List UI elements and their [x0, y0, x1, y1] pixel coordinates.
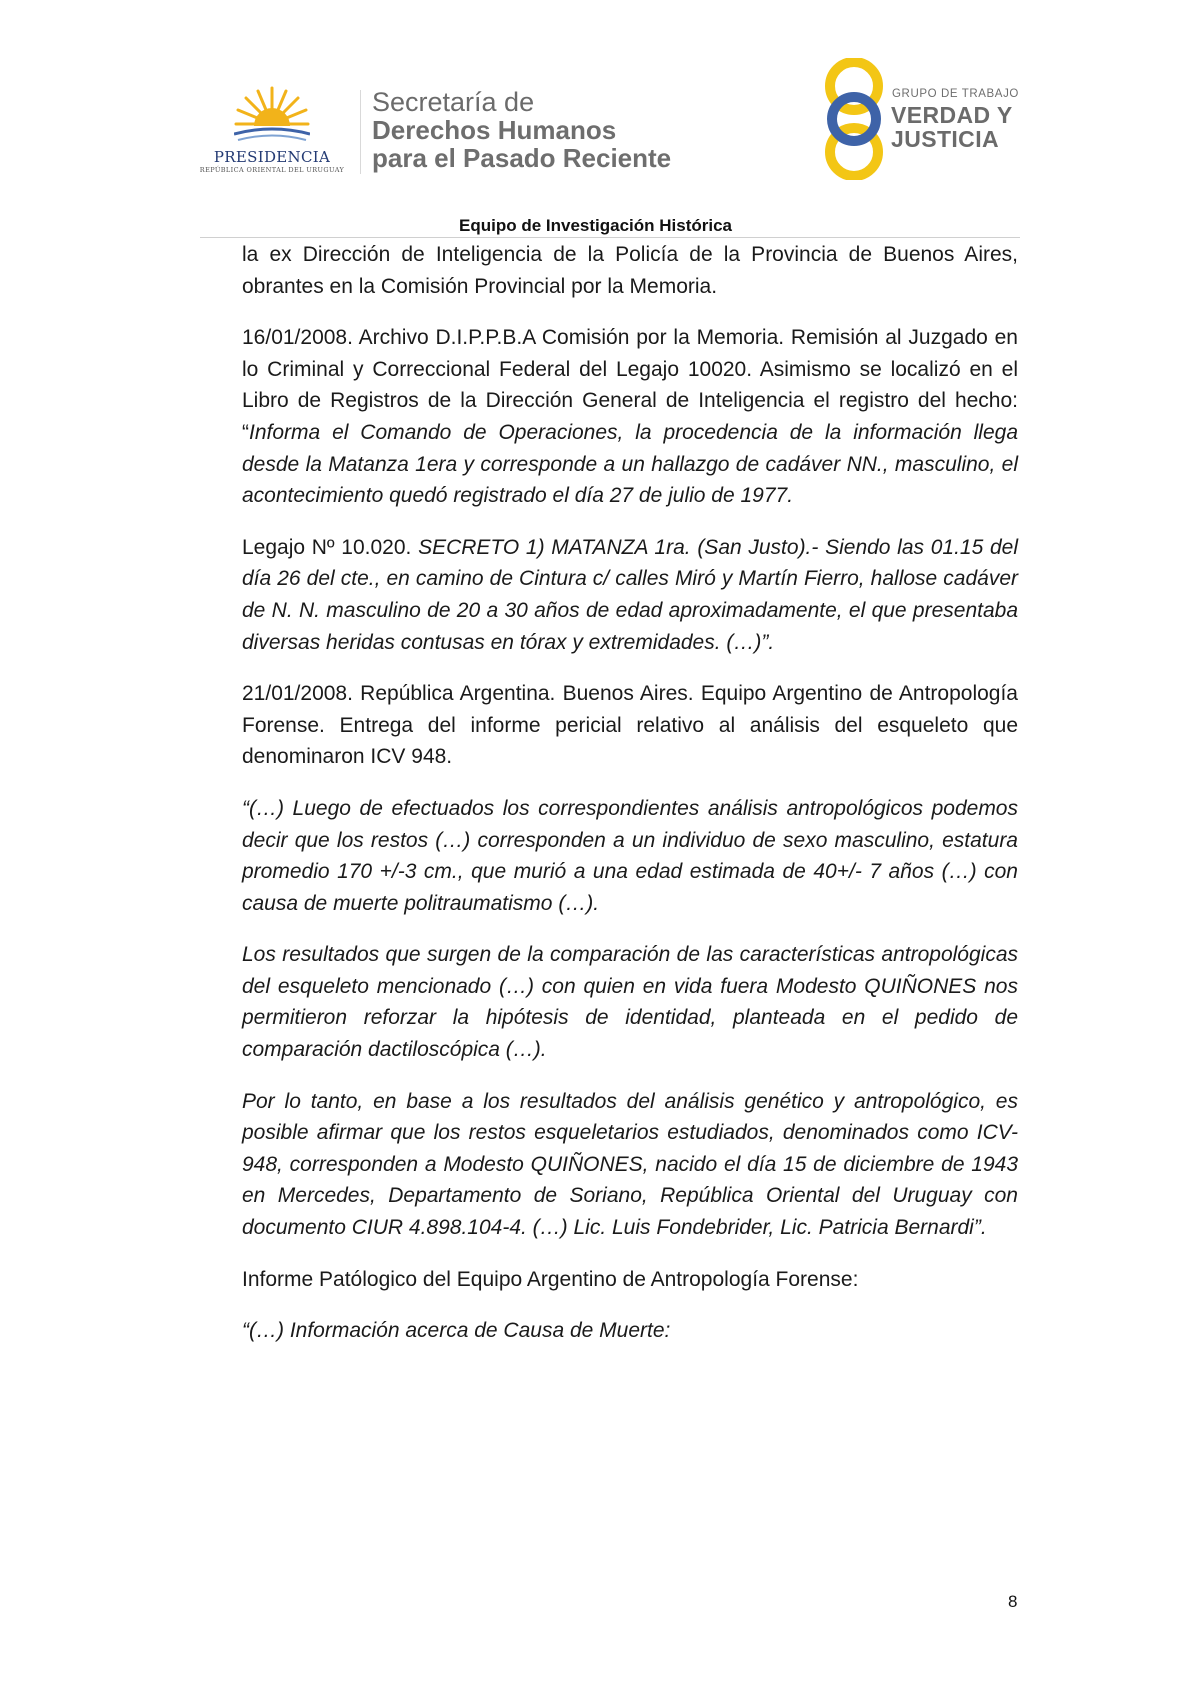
paragraph-5-quote: “(…) Luego de efectuados los correspondientes análisis antropológicos podemos decir que los restos (…) corresponden a un individuo de sexo masculino, estatura promedio 170 +/-3 cm., que murió a una edad estimada de 40+/- 7 años (…) con causa de muerte politraumatismo (…). [242, 796, 1018, 915]
paragraph-4: 21/01/2008. República Argentina. Buenos Aires. Equipo Argentino de Antropología Forense. Entrega del informe pericial relativo al análisis del esqueleto que denominaron ICV 948. [242, 682, 1018, 769]
document-body [242, 239, 1018, 1367]
paragraph-1: la ex Dirección de Inteligencia de la Policía de la Provincia de Buenos Aires, obrantes en la Comisión Provincial por la Memoria. [242, 243, 1018, 298]
paragraph-2-quote: Informa el Comando de Operaciones, la procedencia de la información llega desde la Matanza 1era y corresponde a un hallazgo de cadáver NN., masculino, el acontecimiento quedó registrado el día 27 de julio de 1977. [242, 420, 1018, 508]
paragraph-8: Informe Patólogico del Equipo Argentino de Antropología Forense: [242, 1267, 859, 1291]
paragraph-2 [242, 322, 1018, 512]
paragraph-5 [242, 793, 1018, 919]
grupo-line-2: VERDAD Y [891, 102, 1013, 128]
paragraph-6-quote: Los resultados que surgen de la comparación de las características antropológicas del esqueleto mencionado (…) con quien en vida fuera Modesto QUIÑONES nos permitieron reforzar la hipótesis de identidad, planteada en el pedido de comparación dactiloscópica (…). [242, 943, 1018, 1062]
grupo-line-3: JUSTICIA [891, 126, 999, 152]
paragraph-7-quote: Por lo tanto, en base a los resultados del análisis genético y antropológico, es posible afirmar que los restos esqueletarios estudiados, denominados como ICV-948, corresponden a Modesto QUIÑONES, nacido el día 15 de diciembre de 1943 en Mercedes, Departamento de Soriano, República Oriental del Uruguay con documento CIUR 4.898.104-4. (…) Lic. Luis Fondebrider, Lic. Patricia Bernardi”. [242, 1089, 1018, 1240]
secretaria-line-3: para el Pasado Reciente [372, 143, 672, 173]
presidencia-subtitle: REPÚBLICA ORIENTAL DEL URUGUAY [199, 166, 345, 174]
secretaria-line-1: Secretaría de [372, 87, 535, 117]
presidencia-logo [196, 84, 348, 176]
verdad-justicia-logo [818, 58, 1028, 180]
grupo-line-1: GRUPO DE TRABAJO [892, 88, 1019, 100]
paragraph-3-text: Legajo Nº 10.020. [242, 535, 419, 559]
paragraph-9-quote: “(…) Información acerca de Causa de Muerte: [242, 1319, 671, 1343]
paragraph-3 [242, 532, 1018, 658]
rings-icon [818, 58, 890, 180]
team-title: Equipo de Investigación Histórica [459, 216, 732, 235]
sun-icon [234, 84, 310, 144]
header-divider [360, 90, 361, 174]
paragraph-6 [242, 939, 1018, 1065]
secretaria-logo-text [372, 88, 671, 172]
page-number: 8 [1008, 1592, 1018, 1611]
paragraph-7 [242, 1086, 1018, 1244]
title-rule [200, 237, 1020, 238]
presidencia-name: PRESIDENCIA [213, 148, 331, 166]
secretaria-line-2: Derechos Humanos [372, 115, 617, 145]
paragraph-3-quote: SECRETO 1) MATANZA 1ra. (San Justo).- Siendo las 01.15 del día 26 del cte., en camino de Cintura c/ calles Miró y Martín Fierro, hallose cadáver de N. N. masculino de 20 a 30 años de edad aproximadamente, el que presentaba diversas heridas contusas en tórax y extremidades. (…)”. [242, 535, 1019, 654]
paragraph-9 [242, 1315, 1018, 1347]
paragraph-2-text: 16/01/2008. Archivo D.I.P.P.B.A Comisión por la Memoria. Remisión al Juzgado en lo Criminal y Correccional Federal del Legajo 10020. Asimismo se localizó en el Libro de Registros de la Dirección General de Inteligencia el registro del hecho: “ [242, 326, 1018, 444]
